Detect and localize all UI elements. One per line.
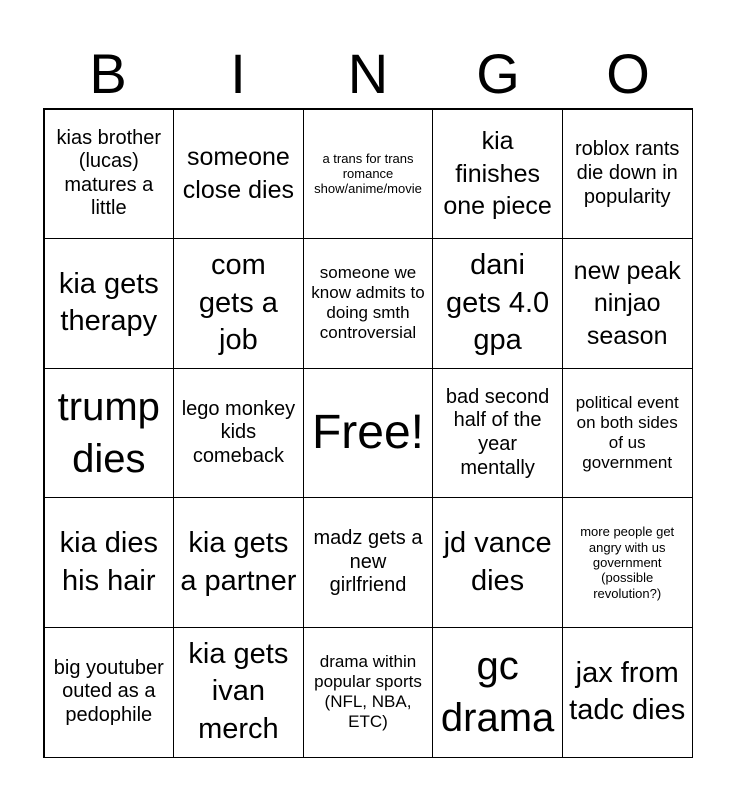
bingo-cell: madz gets a new girlfriend: [303, 497, 434, 628]
bingo-cell: dani gets 4.0 gpa: [432, 238, 563, 369]
bingo-cell: jax from tadc dies: [562, 627, 693, 758]
bingo-cell: kia gets therapy: [44, 238, 175, 369]
header-letter-b: B: [89, 42, 127, 105]
bingo-cell: kia gets a partner: [173, 497, 304, 628]
bingo-cell: kia gets ivan merch: [173, 627, 304, 758]
bingo-header: [43, 40, 693, 108]
bingo-cell: bad second half of the year mentally: [432, 368, 563, 499]
bingo-grid: [43, 108, 693, 758]
bingo-cell: kias brother (lucas) matures a little: [44, 109, 175, 240]
bingo-cell: roblox rants die down in popularity: [562, 109, 693, 240]
header-letter-i: I: [230, 42, 246, 105]
bingo-cell: someone close dies: [173, 109, 304, 240]
bingo-cell: gc drama: [432, 627, 563, 758]
header-letter-o: O: [606, 42, 650, 105]
bingo-cell: kia finishes one piece: [432, 109, 563, 240]
free-space: Free!: [303, 368, 434, 499]
bingo-cell: someone we know admits to doing smth controversial: [303, 238, 434, 369]
bingo-cell: com gets a job: [173, 238, 304, 369]
bingo-cell: drama within popular sports (NFL, NBA, ETC): [303, 627, 434, 758]
bingo-cell: more people get angry with us government (possible revolution?): [562, 497, 693, 628]
bingo-cell: jd vance dies: [432, 497, 563, 628]
header-letter-n: N: [347, 42, 389, 105]
bingo-cell: big youtuber outed as a pedophile: [44, 627, 175, 758]
bingo-cell: kia dies his hair: [44, 497, 175, 628]
bingo-cell: new peak ninjao season: [562, 238, 693, 369]
bingo-cell: trump dies: [44, 368, 175, 499]
bingo-cell: political event on both sides of us government: [562, 368, 693, 499]
bingo-cell: lego monkey kids comeback: [173, 368, 304, 499]
bingo-cell: a trans for trans romance show/anime/movie: [303, 109, 434, 240]
header-letter-g: G: [476, 42, 520, 105]
